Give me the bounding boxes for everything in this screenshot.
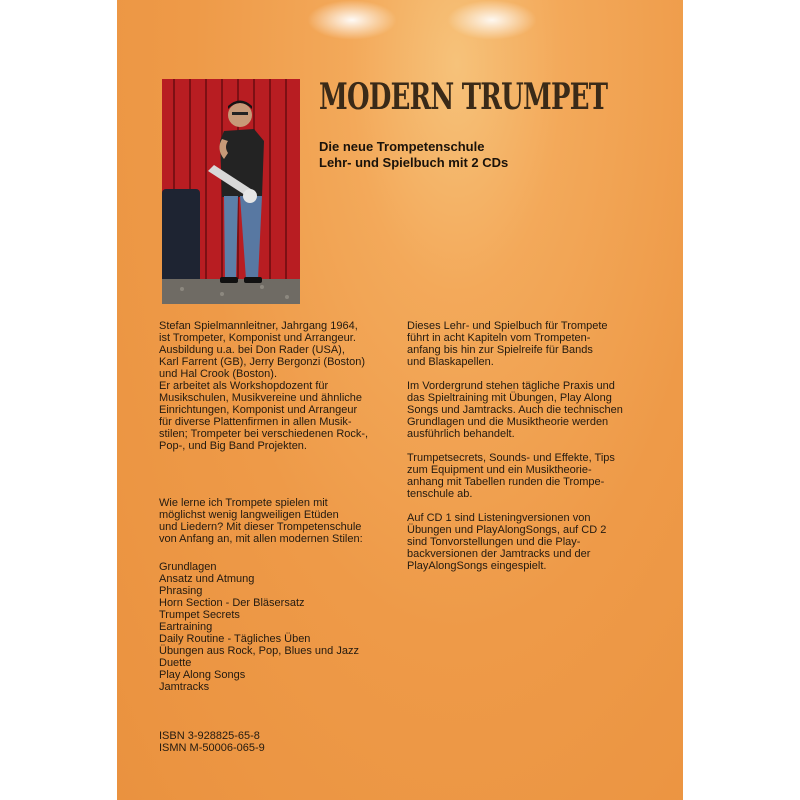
ismn-number: ISMN M-50006-065-9 (159, 742, 265, 754)
topic-list (159, 561, 409, 693)
topic-item: Eartraining (159, 621, 213, 633)
topic-item: Übungen aus Rock, Pop, Blues und Jazz (159, 645, 359, 657)
description-paragraph: Dieses Lehr- und Spielbuch für Trompete führt in acht Kapiteln vom Trompeten- anfang bis hin zur Spielreife für Bands und Blaskapellen. (407, 320, 608, 368)
isbn-number: ISBN 3-928825-65-8 (159, 730, 260, 742)
bio-line: Pop-, und Big Band Projekten. (159, 440, 307, 452)
description (407, 320, 657, 584)
bio-line: für diverse Plattenfirmen in allen Musik- (159, 416, 352, 428)
topic-item: Phrasing (159, 585, 203, 597)
question-line: Wie lerne ich Trompete spielen mit (159, 497, 328, 509)
description-paragraph: Im Vordergrund stehen tägliche Praxis und das Spieltraining mit Übungen, Play Along Songs und Jamtracks. Auch die technischen Grundlagen und die Musiktheorie werden ausführlich behandelt. (407, 380, 623, 440)
book-back-cover (117, 0, 683, 800)
author-bio (159, 320, 409, 452)
subtitle-line: Die neue Trompetenschule (319, 139, 485, 154)
bio-line: und Hal Crook (Boston). (159, 368, 277, 380)
book-subtitle (319, 139, 508, 171)
question-line: von Anfang an, mit allen modernen Stilen: (159, 533, 363, 545)
topic-item: Grundlagen (159, 561, 217, 573)
bio-line: stilen; Trompeter bei verschiedenen Rock-, (159, 428, 369, 440)
description-paragraph: Trumpetsecrets, Sounds- und Effekte, Tips zum Equipment und ein Musiktheorie- anhang mit Tabellen runden die Trompe- tenschule ab. (407, 452, 615, 500)
topic-item: Duette (159, 657, 192, 669)
bio-line: Musikschulen, Musikvereine und ähnliche (159, 392, 362, 404)
topic-item: Jamtracks (159, 681, 210, 693)
light-glare (307, 0, 397, 40)
author-photo (162, 79, 300, 304)
topic-item: Trumpet Secrets (159, 609, 240, 621)
topic-item: Play Along Songs (159, 669, 246, 681)
bio-line: Einrichtungen, Komponist und Arrangeur (159, 404, 358, 416)
question-line: möglichst wenig langweiligen Etüden (159, 509, 339, 521)
bio-line: Stefan Spielmannleitner, Jahrgang 1964, (159, 320, 358, 332)
identifiers (159, 730, 409, 754)
bio-line: Ausbildung u.a. bei Don Rader (USA), (159, 344, 345, 356)
book-title: MODERN TRUMPET (319, 76, 608, 118)
bio-line: Karl Farrent (GB), Jerry Bergonzi (Boston) (159, 356, 366, 368)
bio-line: ist Trompeter, Komponist und Arrangeur. (159, 332, 356, 344)
bio-line: Er arbeitet als Workshopdozent für (159, 380, 329, 392)
light-glare (447, 0, 537, 40)
topic-item: Ansatz und Atmung (159, 573, 255, 585)
intro-question (159, 497, 409, 545)
question-line: und Liedern? Mit dieser Trompetenschule (159, 521, 362, 533)
topic-item: Daily Routine - Tägliches Üben (159, 633, 311, 645)
subtitle-line: Lehr- und Spielbuch mit 2 CDs (319, 155, 509, 170)
topic-item: Horn Section - Der Bläsersatz (159, 597, 305, 609)
description-paragraph: Auf CD 1 sind Listeningversionen von Übungen und PlayAlongSongs, auf CD 2 sind Tonvorstellungen und die Play- backversionen der Jamtracks und der PlayAlongSongs eingespielt. (407, 512, 607, 572)
